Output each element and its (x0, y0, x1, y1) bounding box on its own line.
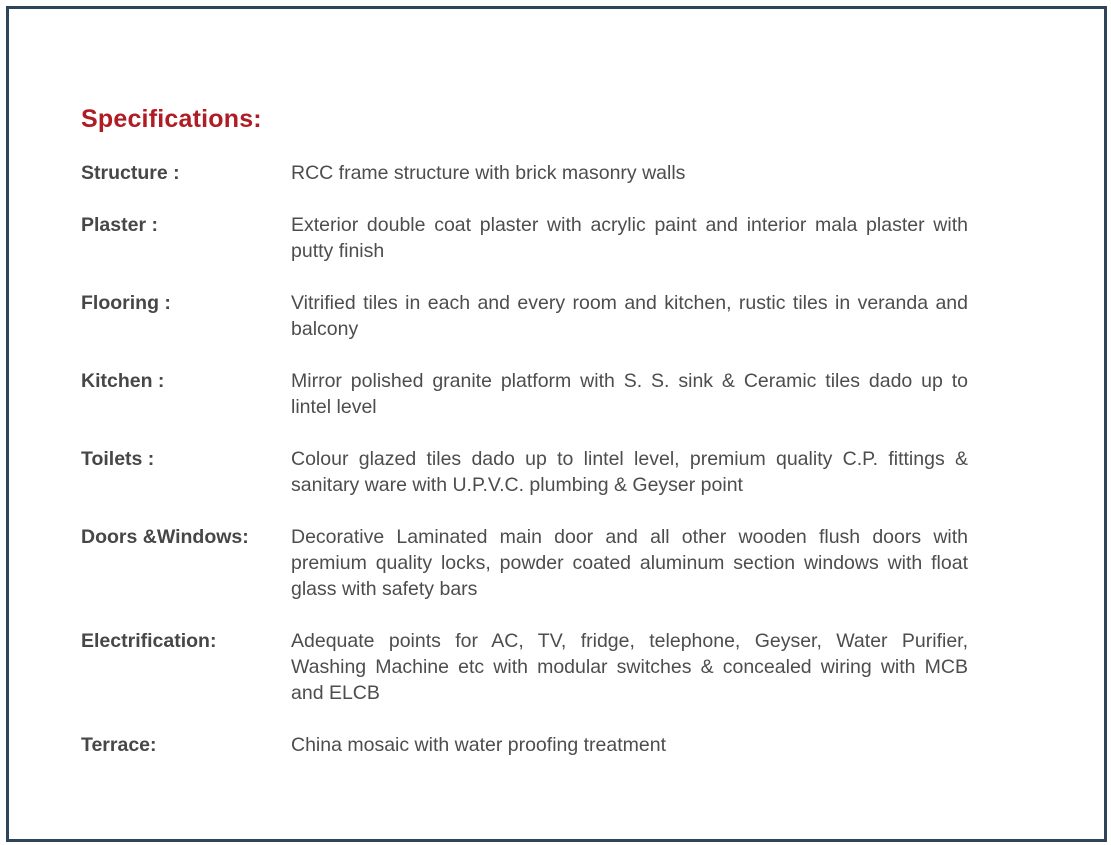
specifications-section (9, 9, 1104, 758)
spec-value: Exterior double coat plaster with acrylic paint and interior mala plaster with putty finish (291, 214, 968, 262)
spec-row-flooring (81, 290, 968, 342)
spec-label: Terrace: (81, 734, 157, 756)
spec-row-doors-windows (81, 524, 968, 602)
spec-value: China mosaic with water proofing treatment (291, 734, 667, 756)
spec-label: Kitchen : (81, 370, 165, 392)
spec-table (81, 160, 968, 758)
spec-value: Mirror polished granite platform with S. S. sink & Ceramic tiles dado up to lintel level (291, 370, 968, 418)
spec-row-terrace (81, 732, 968, 758)
spec-label: Doors &Windows: (81, 526, 249, 548)
page-title: Specifications: (81, 105, 262, 133)
spec-value: RCC frame structure with brick masonry walls (291, 162, 686, 184)
spec-value: Adequate points for AC, TV, fridge, telephone, Geyser, Water Purifier, Washing Machine etc with modular switches & concealed wiring with MCB and ELCB (291, 630, 968, 704)
document-page (6, 6, 1107, 842)
spec-row-kitchen (81, 368, 968, 420)
spec-value: Colour glazed tiles dado up to lintel level, premium quality C.P. fittings & sanitary ware with U.P.V.C. plumbing & Geyser point (291, 448, 968, 496)
spec-label: Toilets : (81, 448, 155, 470)
spec-value: Vitrified tiles in each and every room and kitchen, rustic tiles in veranda and balcony (291, 292, 968, 340)
spec-value: Decorative Laminated main door and all other wooden flush doors with premium quality locks, powder coated aluminum section windows with float glass with safety bars (291, 526, 968, 600)
spec-label: Structure : (81, 162, 180, 184)
spec-row-toilets (81, 446, 968, 498)
spec-row-electrification (81, 628, 968, 706)
spec-label: Flooring : (81, 292, 171, 314)
spec-row-plaster (81, 212, 968, 264)
spec-row-structure (81, 160, 968, 186)
spec-label: Electrification: (81, 630, 217, 652)
spec-label: Plaster : (81, 214, 158, 236)
